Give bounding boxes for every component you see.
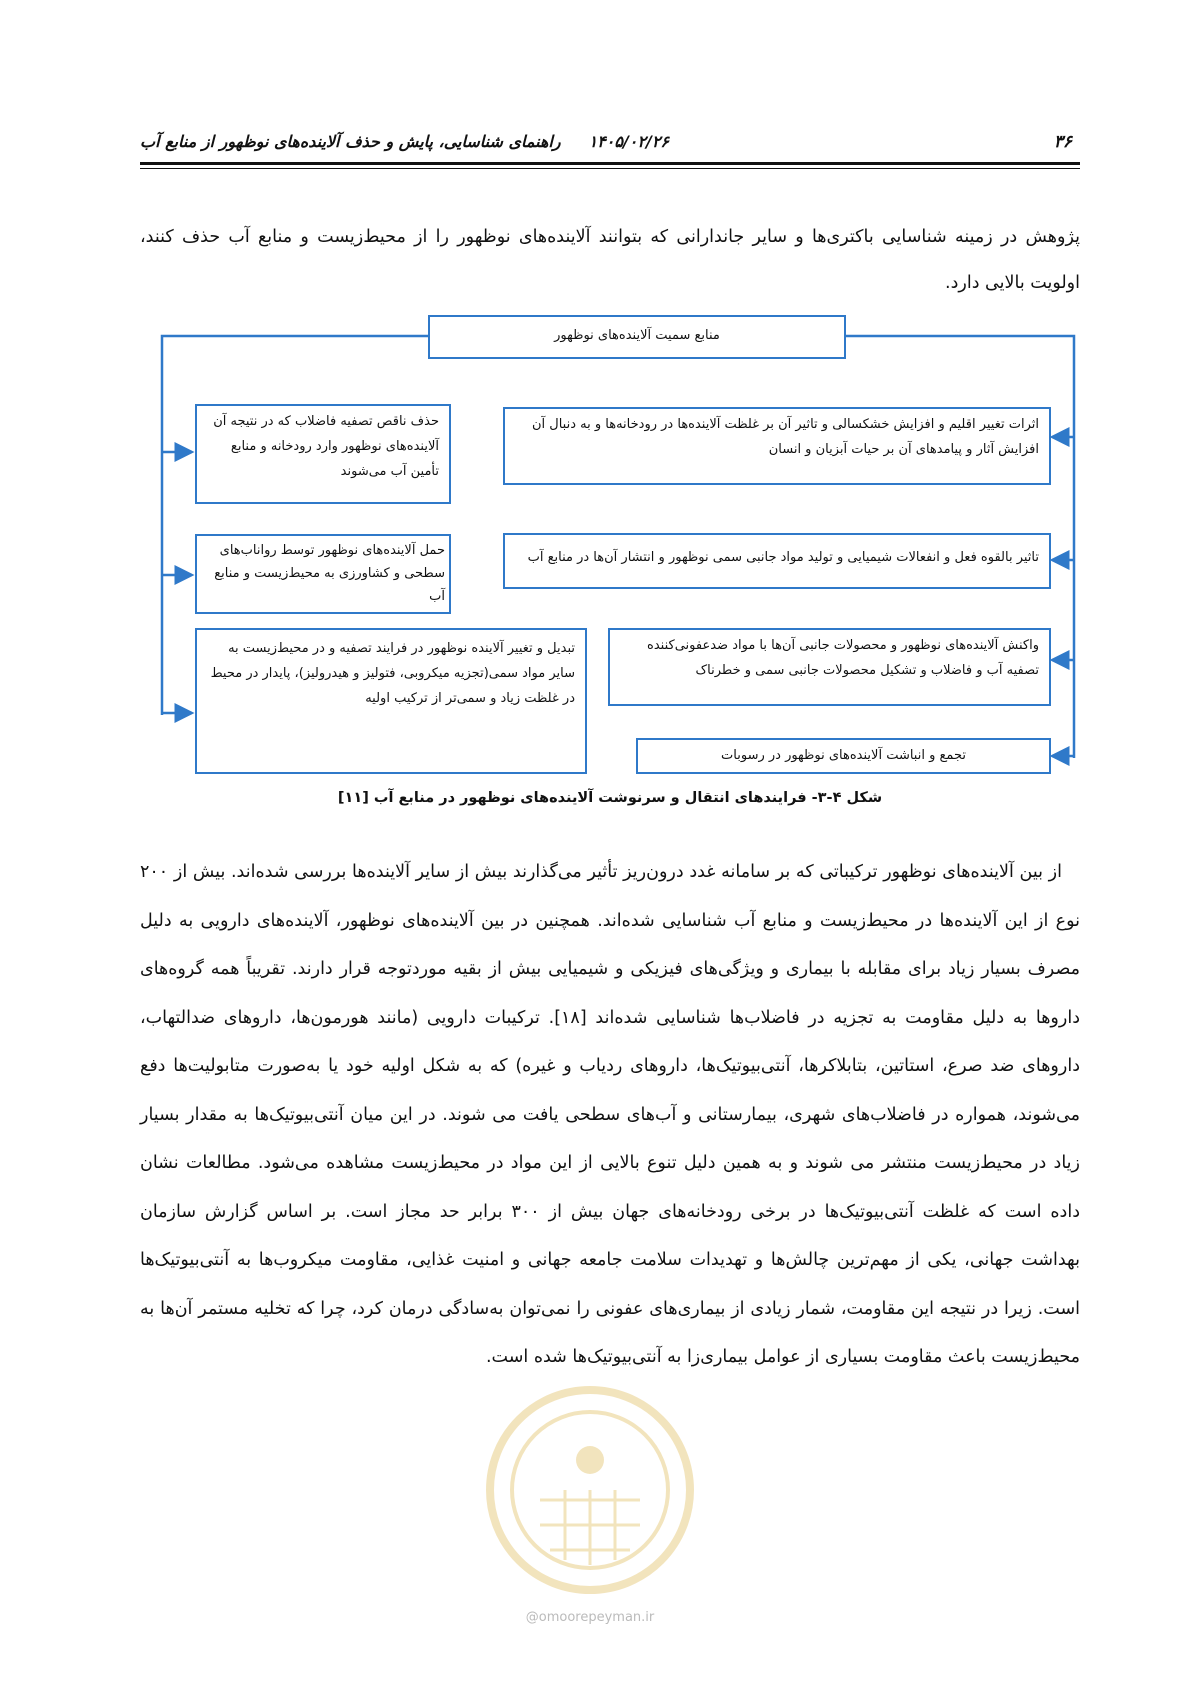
main-paragraph: از بین آلاینده‌های نوظهور ترکیباتی که بر سامانه غدد درون‌ریز تأثیر می‌گذارند بیش از سایر آلاینده‌ها بررسی شده‌اند. بیش از ۲۰۰ نوع از این آلاینده‌ها در محیط‌زیست و منابع آب شناسایی شده‌اند. همچنین در بین آلاینده‌های نوظهور، آلاینده‌های دارویی به دلیل مصرف بسیار زیاد برای مقابله با بیماری و ویژگی‌های فیزیکی و شیمیایی بیش از بقیه موردتوجه قرار دارند. تقریباً همه گروه‌های داروها به دلیل مقاومت به تجزیه در فاضلاب‌ها شناسایی شده‌اند [۱۸]. ترکیبات دارویی (مانند هورمون‌ها، داروهای ضدالتهاب، داروهای ضد صرع، استاتین، بتابلاکرها، آنتی‌بیوتیک‌ها، داروهای ردیاب و غیره) که به شکل اولیه خود یا به‌صورت متابولیت‌ها دفع می‌شوند، همواره در فاضلاب‌های شهری، بیمارستانی و آب‌های سطحی یافت می شوند. در این میان آنتی‌بیوتیک‌ها به مقدار بسیار زیاد در محیط‌زیست منتشر می شوند و به همین دلیل تنوع بالایی از این مواد در محیط‌زیست مشاهده می‌شود. مطالعات نشان داده است که غلظت آنتی‌بیوتیک‌ها در برخی رودخانه‌های جهان بیش از ۳۰۰ برابر حد مجاز است. بر اساس گزارش سازمان بهداشت جهانی، یکی از مهم‌ترین چالش‌ها و تهدیدات سلامت جامعه جهانی و امنیت غذایی، مقاومت میکروب‌ها به آنتی‌بیوتیک‌ها است. زیرا در نتیجه این مقاومت، شمار زیادی از بیماری‌های عفونی را نمی‌توان به‌سادگی درمان کرد، چرا که تخلیه مستمر آن‌ها به محیط‌زیست باعث مقاومت بسیاری از عوامل بیماری‌زا به آنتی‌بیوتیک‌ها شده است. — [140, 862, 1080, 1367]
left-box-transformation: تبدیل و تغییر آلاینده نوظهور در فرایند تصفیه و در محیط‌زیست به سایر مواد سمی(تجزیه میکروبی، فتولیز و هیدرولیز)، پایدار در محیط در غلظت زیاد و سمی‌تر از ترکیب اولیه — [195, 628, 587, 774]
header-rule-thin — [140, 168, 1080, 169]
right-box-disinfection: واکنش آلاینده‌های نوظهور و محصولات جانبی آن‌ها با مواد ضدعفونی‌کننده تصفیه آب و فاضلاب و تشکیل محصولات جانبی سمی و خطرناک — [608, 628, 1051, 706]
figure-caption: شکل ۴-۳- فرایندهای انتقال و سرنوشت آلاینده‌های نوظهور در منابع آب [۱۱] — [337, 790, 883, 806]
page-header — [140, 126, 1080, 156]
flow-diagram — [0, 0, 1191, 800]
right-box-sediment: تجمع و انباشت آلاینده‌های نوظهور در رسوبات — [636, 738, 1051, 774]
header-rule-thick — [140, 162, 1080, 165]
header-title: راهنمای شناسایی، پایش و حذف آلاینده‌های نوظهور از منابع آب — [140, 132, 561, 151]
running-title — [140, 132, 669, 151]
page-number: ۳۶ — [1053, 132, 1072, 152]
watermark-seal-icon — [480, 1380, 700, 1600]
left-trunk-line — [162, 336, 430, 715]
right-box-chemical-reactions: تاثیر بالقوه فعل و انفعالات شیمیایی و تولید مواد جانبی سمی نوظهور و انتشار آن‌ها در منابع آب — [503, 533, 1051, 589]
top-box-sources: منابع سمیت آلاینده‌های نوظهور — [428, 315, 846, 359]
right-trunk-line — [845, 336, 1074, 758]
intro-paragraph: پژوهش در زمینه شناسایی باکتری‌ها و سایر جاندارانی که بتوانند آلاینده‌های نوظهور را از محیط‌زیست و منابع آب حذف کنند، اولویت بالایی دارد. — [140, 227, 1080, 293]
watermark-text: @omoorepeyman.ir — [525, 1610, 655, 1625]
diagram-connectors — [0, 0, 1191, 800]
left-box-wastewater: حذف ناقص تصفیه فاضلاب که در نتیجه آن آلاینده‌های نوظهور وارد رودخانه و منابع تأمین آب می‌شوند — [195, 404, 451, 504]
header-date: ۱۴۰۵/۰۲/۲۶ — [588, 132, 669, 151]
left-box-runoff: حمل آلاینده‌های نوظهور توسط رواناب‌های سطحی و کشاورزی به محیط‌زیست و منابع آب — [195, 534, 451, 614]
right-box-climate: اثرات تغییر اقلیم و افزایش خشکسالی و تاثیر آن بر غلظت آلاینده‌ها در رودخانه‌ها و به دنبال آن افزایش آثار و پیامدهای آن بر حیات آبزیان و انسان — [503, 407, 1051, 485]
